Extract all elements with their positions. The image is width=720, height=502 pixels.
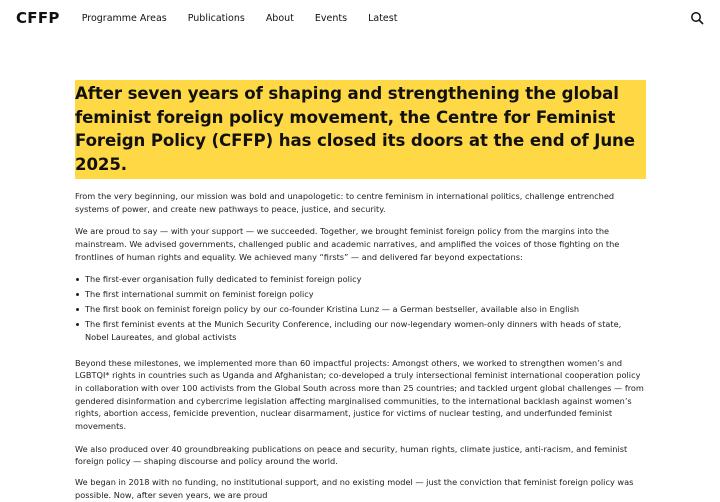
nav-item-publications[interactable]: Publications: [187, 12, 245, 24]
search-icon[interactable]: [690, 11, 704, 25]
paragraph-publications: We also produced over 40 groundbreaking publications on peace and security, human rights, climate justice, anti-racism, and feminist foreign policy — shaping discourse and policy around the world.: [75, 443, 628, 467]
paragraph-beginnings: We began in 2018 with no funding, no institutional support, and no existing model — just the conviction that feminist foreign policy was possible. Now, after seven years, we are proud: [75, 477, 634, 500]
headline-highlight: [75, 80, 646, 179]
firsts-list: [75, 273, 646, 344]
list-item: The first feminist events at the Munich Security Conference, including our now-legendary women-only dinners with heads of state, Nobel Laureates, and global activists: [85, 318, 646, 343]
nav-item-about[interactable]: About: [265, 12, 294, 24]
list-item: The first international summit on feminist foreign policy: [85, 288, 646, 301]
main-nav: [82, 13, 419, 24]
paragraph-success: We are proud to say — with your support — we succeeded. Together, we brought feminist foreign policy from the margins into the mainstream. We advised governments, challenged public and academic narratives, and amplified the voices of those fighting on the frontlines of human rights and equality. We achieved many “firsts” — and delivered far beyond expectations:: [75, 226, 620, 262]
article-body: [75, 80, 646, 502]
site-header: [0, 0, 720, 36]
page-headline: After seven years of shaping and strengthening the global feminist foreign policy movement, the Centre for Feminist Foreign Policy (CFFP) has closed its doors at the end of June 2025.: [75, 84, 635, 174]
site-logo[interactable]: CFFP: [16, 9, 60, 27]
list-item: The first-ever organisation fully dedicated to feminist foreign policy: [85, 273, 646, 286]
nav-item-events[interactable]: Events: [314, 12, 348, 24]
list-item: The first book on feminist foreign policy by our co-founder Kristina Lunz — a German bestseller, available also in English: [85, 303, 646, 316]
nav-item-programme-areas[interactable]: Programme Areas: [81, 12, 167, 24]
paragraph-mission: From the very beginning, our mission was bold and unapologetic: to centre feminism in international politics, challenge entrenched systems of power, and create new pathways to peace, justice, and security.: [75, 191, 615, 214]
paragraph-projects: Beyond these milestones, we implemented more than 60 impactful projects: Amongst others, we worked to strengthen women’s and LGBTQI* rights in countries such as Uganda and Afghanistan; co-developed a truly intersectional feminist international cooperation policy in collaboration with over 100 activists from the Global South across more than 25 countries; and tackled urgent global challenges — from gendered disinformation and cybercrime legislation affecting marginalised communities, to the international backlash against women’s rights, abortion access, femicide prevention, nuclear disarmament, justice for victims of nuclear testing, and underfunded feminist movements.: [75, 357, 644, 432]
nav-item-latest[interactable]: Latest: [368, 12, 398, 24]
